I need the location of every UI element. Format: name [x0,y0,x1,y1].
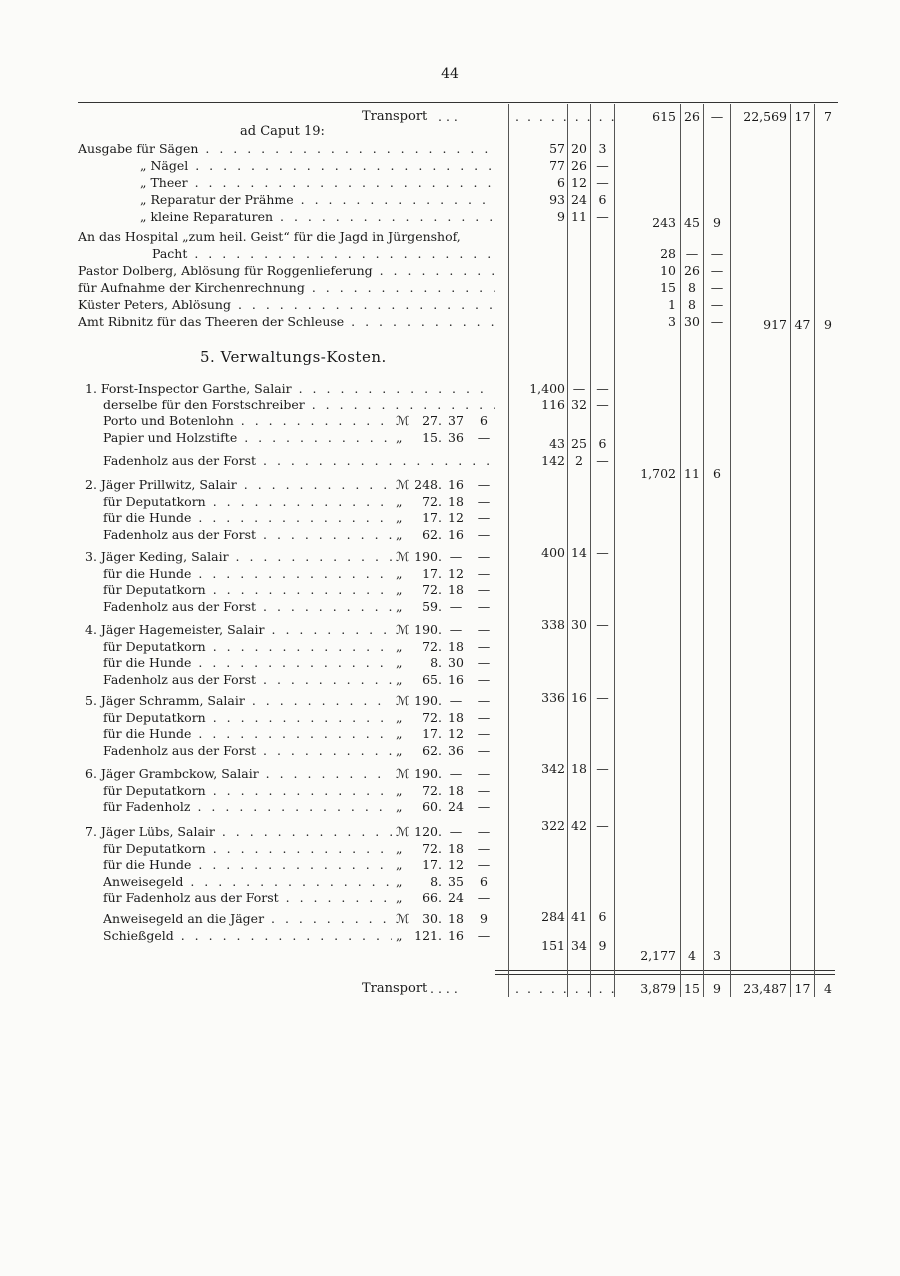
amount: 45 [684,215,700,230]
sub-amount: 16 [448,671,464,687]
sub-amount: — [477,799,491,814]
currency-mark: „ [396,655,403,670]
amount: 11 [684,466,700,481]
amount: — [710,314,724,329]
amount: — [596,817,609,833]
sub-amount: — [477,582,491,597]
currency-mark: „ [396,709,403,725]
empty-dots: . . . . . . . . . [515,109,617,124]
amount: — [710,280,724,295]
row-label: Küster Peters, Ablösung . . . [78,296,495,313]
transport-label: Transport [362,109,428,124]
amount: — [596,397,609,412]
amount: 116 [541,397,565,412]
row-label: für Aufnahme der Kirchenrechnung . . . [78,279,495,296]
sub-amount: 72. [422,638,442,654]
amount: 10 [660,263,676,278]
row-label: „ Nägel . . . [140,157,495,174]
amount: 4 [688,948,696,963]
row-label: für die Hunde . . . [103,565,392,582]
row-label: Fadenholz aus der Forst . . . [103,452,495,469]
amount: 30 [684,314,700,329]
amount: 342 [541,761,565,776]
amount: 6 [713,466,721,481]
sub-amount: — [477,430,491,445]
sub-amount: — [477,766,491,781]
amount: 26 [571,158,587,173]
sub-amount: — [477,840,491,856]
sub-amount: — [449,766,463,781]
amount: — [596,690,609,705]
amount: 1,702 [640,466,676,481]
amount: 93 [549,192,565,207]
sub-amount: 36 [448,430,464,445]
row-label: Fadenholz aus der Forst . . . [103,742,392,759]
amount: 917 [763,317,787,332]
amount: — [710,263,724,278]
amount: 18 [571,761,587,776]
expense-row [0,709,900,726]
amount: — [596,545,609,560]
expense-row [0,140,900,157]
page-number: 44 [441,66,459,82]
sub-amount: 8. [430,655,442,670]
amount: 284 [541,908,565,924]
sub-amount: — [477,622,491,637]
amount: 3 [598,141,607,156]
row-label: 6. Jäger Grambckow, Salair . . . [85,765,392,782]
transport-label: Transport [362,981,428,996]
currency-mark: „ [396,799,403,814]
sub-amount: — [477,526,491,542]
amount: 336 [541,690,565,705]
expense-row [0,856,900,873]
currency-mark: „ [396,890,403,905]
amount: 26 [684,109,700,124]
sub-amount: 72. [422,840,442,856]
currency-mark: „ [396,526,403,542]
sub-amount: 121. [414,928,442,943]
row-label: für Deputatkorn . . . [103,638,392,655]
amount: 9 [598,938,607,953]
sub-amount: 72. [422,782,442,798]
row-label: „ kleine Reparaturen . . . [140,208,495,225]
row-label: „ Theer . . . [140,174,495,191]
amount: 11 [571,209,587,224]
expense-row [0,873,900,890]
sub-amount: — [449,598,463,614]
row-label: für Deputatkorn . . . [103,709,392,726]
amount: 322 [541,817,565,833]
sub-amount: 18 [448,709,464,725]
expense-row [0,296,900,313]
subtotal-row [0,435,900,452]
sub-amount: 16 [448,526,464,542]
sub-amount: — [477,549,491,564]
sub-amount: 16 [448,477,464,492]
expense-row [0,654,900,671]
expense-row [0,565,900,582]
row-label: 3. Jäger Keding, Salair . . . [85,548,392,565]
sub-amount: 66. [422,890,442,905]
transport-row-bottom [0,980,900,997]
sub-amount: 190. [414,766,442,781]
currency-mark: ℳ [396,693,410,708]
amount: 47 [794,317,811,332]
sub-amount: — [477,671,491,687]
sub-amount: — [477,693,491,708]
amount: 22,569 [743,109,787,124]
amount: 17 [794,981,811,996]
amount: — [596,617,609,632]
currency-mark: „ [396,598,403,614]
amount: 9 [713,981,721,996]
amount: 9 [713,215,721,230]
amount: — [596,209,609,224]
expense-row [0,782,900,799]
sub-amount: 37 [448,413,464,428]
amount: 3 [668,314,676,329]
row-label: Fadenholz aus der Forst . . . [103,526,392,543]
amount: 338 [541,617,565,632]
caput-heading: ad Caput 19: [240,124,325,139]
amount: 16 [571,690,587,705]
currency-mark: „ [396,510,403,525]
empty-dots: . . . . . . . . . [515,981,617,996]
currency-mark: „ [396,493,403,509]
amount: 24 [571,192,587,207]
sub-amount: — [477,655,491,670]
sub-amount: 248. [414,477,442,492]
currency-mark: ℳ [396,413,410,428]
currency-mark: „ [396,873,403,889]
currency-mark: „ [396,671,403,687]
sub-amount: — [477,477,491,492]
sub-amount: 18 [448,493,464,509]
expense-row [0,798,900,815]
amount: 28 [660,246,676,261]
row-label: Porto und Botenlohn . . . [103,412,392,429]
sub-amount: 16 [448,928,464,943]
sub-amount: 17. [422,510,442,525]
expense-row [0,174,900,191]
amount: 2,177 [640,948,676,963]
row-label: Anweisegeld an die Jäger . . . [103,910,392,927]
amount: 400 [541,545,565,560]
sub-amount: — [477,565,491,581]
transport-dots: . . . . [430,981,458,996]
row-label: Fadenholz aus der Forst . . . [103,671,392,688]
caput-total-row [0,316,900,333]
expense-row [0,509,900,526]
currency-mark: „ [396,565,403,581]
amount: 6 [598,192,607,207]
expense-row [0,581,900,598]
top-rule [78,102,838,103]
sub-amount: 8. [430,873,442,889]
sub-amount: 6 [480,413,488,428]
row-label: 2. Jäger Prillwitz, Salair . . . [85,476,392,493]
sub-amount: 72. [422,709,442,725]
expense-row [0,742,900,759]
amount: 243 [652,215,676,230]
currency-mark: „ [396,782,403,798]
sub-amount: — [477,890,491,905]
expense-row [0,476,900,493]
sub-amount: 17. [422,565,442,581]
amount: 3,879 [640,981,676,996]
amount: 142 [541,453,565,468]
row-label: Pastor Dolberg, Ablösung für Roggenlieferung . . . [78,262,495,279]
currency-mark: „ [396,742,403,758]
currency-mark: ℳ [396,911,410,926]
sub-amount: — [477,742,491,758]
expense-row [0,279,900,296]
sub-amount: 18 [448,782,464,798]
amount: — [596,453,609,468]
amount: 8 [688,280,696,295]
sub-amount: 18 [448,582,464,597]
sub-amount: — [477,726,491,741]
row-label: Anweisegeld . . . [103,873,392,890]
row-label: für Deputatkorn . . . [103,581,392,598]
expense-row [0,638,900,655]
sub-amount: — [477,493,491,509]
sub-amount: 35 [448,873,464,889]
sub-amount: — [477,928,491,943]
row-label: „ Reparatur der Prähme . . . [140,191,495,208]
sub-amount: 12 [448,726,464,741]
amount: 4 [824,981,832,996]
amount: — [710,246,724,261]
currency-mark: „ [396,928,403,943]
sub-amount: 17. [422,726,442,741]
sub-amount: 72. [422,582,442,597]
row-label: 7. Jäger Lübs, Salair . . . [85,823,392,840]
expense-row [0,692,900,709]
sub-amount: 17. [422,857,442,872]
amount: 3 [713,948,721,963]
sub-amount: 72. [422,493,442,509]
currency-mark: ℳ [396,824,410,839]
transport-row-top [0,108,900,125]
expense-row [0,725,900,742]
row-label: Papier und Holzstifte . . . [103,429,392,446]
expense-row [0,396,900,413]
amount: 8 [688,297,696,312]
row-label: für die Hunde . . . [103,509,392,526]
amount: 6 [598,908,607,924]
expense-row [0,910,900,927]
amount: — [596,175,609,190]
sub-amount: — [477,638,491,654]
sub-amount: 24 [448,890,464,905]
amount: 30 [571,617,587,632]
amount: 43 [549,436,565,451]
row-label: 1. Forst-Inspector Garthe, Salair . . . [85,380,495,397]
amount: — [596,761,609,776]
amount: — [572,381,586,396]
amount: 7 [824,109,832,124]
currency-mark: ℳ [396,766,410,781]
expense-row [0,380,900,397]
bottom-rule-2 [495,974,835,975]
sub-amount: 36 [448,742,464,758]
sub-amount: — [449,622,463,637]
row-label: für die Hunde . . . [103,725,392,742]
amount: 6 [557,175,565,190]
amount: 14 [571,545,587,560]
row-label: Amt Ribnitz für das Theeren der Schleuse . . . [78,313,495,330]
currency-mark: „ [396,582,403,597]
sub-amount: — [477,782,491,798]
sub-amount: 59. [422,598,442,614]
currency-mark: ℳ [396,549,410,564]
amount: — [596,158,609,173]
expense-row [0,840,900,857]
row-label: für Fadenholz aus der Forst . . . [103,889,392,906]
amount: — [685,246,699,261]
amount: 1 [668,297,676,312]
sub-amount: — [449,693,463,708]
amount: — [710,297,724,312]
expense-row [0,157,900,174]
sub-amount: 27. [422,413,442,428]
amount: 42 [571,817,587,833]
amount: 615 [652,109,676,124]
row-label: 5. Jäger Schramm, Salair . . . [85,692,392,709]
expense-row [0,889,900,906]
sub-amount: 18 [448,638,464,654]
sub-amount: 12 [448,510,464,525]
row-label: für Deputatkorn . . . [103,782,392,799]
sub-amount: 12 [448,565,464,581]
section-title: 5. Verwaltungs-Kosten. [200,348,387,366]
amount: 15 [684,981,700,996]
amount: 34 [571,938,587,953]
amount: 17 [794,109,811,124]
sub-amount: 60. [422,799,442,814]
amount: 15 [660,280,676,295]
expense-row [0,823,900,840]
sub-amount: 24 [448,799,464,814]
expense-row [0,671,900,688]
row-label: derselbe für den Forstschreiber . . . [103,396,495,413]
sub-amount: — [477,824,491,839]
bottom-rule-1 [495,970,835,971]
currency-mark: „ [396,857,403,872]
currency-mark: „ [396,638,403,654]
amount: 41 [571,908,587,924]
expense-row [0,262,900,279]
amount: 77 [549,158,565,173]
sub-amount: 18 [448,840,464,856]
sub-amount: — [449,824,463,839]
row-label: 4. Jäger Hagemeister, Salair . . . [85,621,392,638]
amount: 12 [571,175,587,190]
sub-amount: 30 [448,655,464,670]
amount: 2 [575,453,583,468]
sub-amount: 6 [480,873,488,889]
expense-row [0,526,900,543]
sub-amount: 18 [448,911,464,926]
currency-mark: „ [396,840,403,856]
row-label: für die Hunde . . . [103,856,392,873]
expense-row [0,412,900,429]
transport-dots: . . . [438,109,458,124]
row-label: Ausgabe für Sägen . . . [78,140,495,157]
expense-row-continued [0,245,900,262]
sub-amount: 9 [480,911,488,926]
sub-amount: 30. [422,911,442,926]
expense-row [0,548,900,565]
amount: 151 [541,938,565,953]
amount: 25 [571,436,587,451]
amount: — [596,381,609,396]
sub-amount: 15. [422,430,442,445]
sub-amount: — [449,549,463,564]
amount: 9 [557,209,565,224]
sub-amount: 12 [448,857,464,872]
expense-row [0,191,900,208]
sub-amount: — [477,709,491,725]
sub-amount: — [477,857,491,872]
sub-amount: 62. [422,742,442,758]
amount: 57 [549,141,565,156]
row-label: für die Hunde . . . [103,654,392,671]
sub-amount: 62. [422,526,442,542]
expense-row [0,621,900,638]
amount: 20 [571,141,587,156]
sub-amount: 190. [414,693,442,708]
expense-row [0,493,900,510]
sub-amount: — [477,510,491,525]
currency-mark: „ [396,430,403,445]
subtotal-row [0,947,900,964]
row-label: für Deputatkorn . . . [103,493,392,510]
currency-mark: ℳ [396,477,410,492]
row-label: für Fadenholz . . . [103,798,392,815]
row-label: An das Hospital „zum heil. Geist“ für die Jagd in Jürgenshof, [78,229,461,244]
row-label: für Deputatkorn . . . [103,840,392,857]
amount: 26 [684,263,700,278]
currency-mark: „ [396,726,403,741]
sub-amount: 190. [414,549,442,564]
sub-amount: 65. [422,671,442,687]
amount: 1,400 [529,381,565,396]
row-label: Schießgeld . . . [103,927,392,944]
sub-amount: 190. [414,622,442,637]
expense-row [0,765,900,782]
amount: 23,487 [743,981,787,996]
amount: — [710,109,724,124]
expense-row [0,598,900,615]
sub-amount: — [477,598,491,614]
sub-amount: 120. [414,824,442,839]
row-label: Pacht . . . [152,245,495,262]
expense-row [0,228,900,245]
amount: 32 [571,397,587,412]
amount: 6 [598,436,607,451]
currency-mark: ℳ [396,622,410,637]
row-label: Fadenholz aus der Forst . . . [103,598,392,615]
amount: 9 [824,317,832,332]
